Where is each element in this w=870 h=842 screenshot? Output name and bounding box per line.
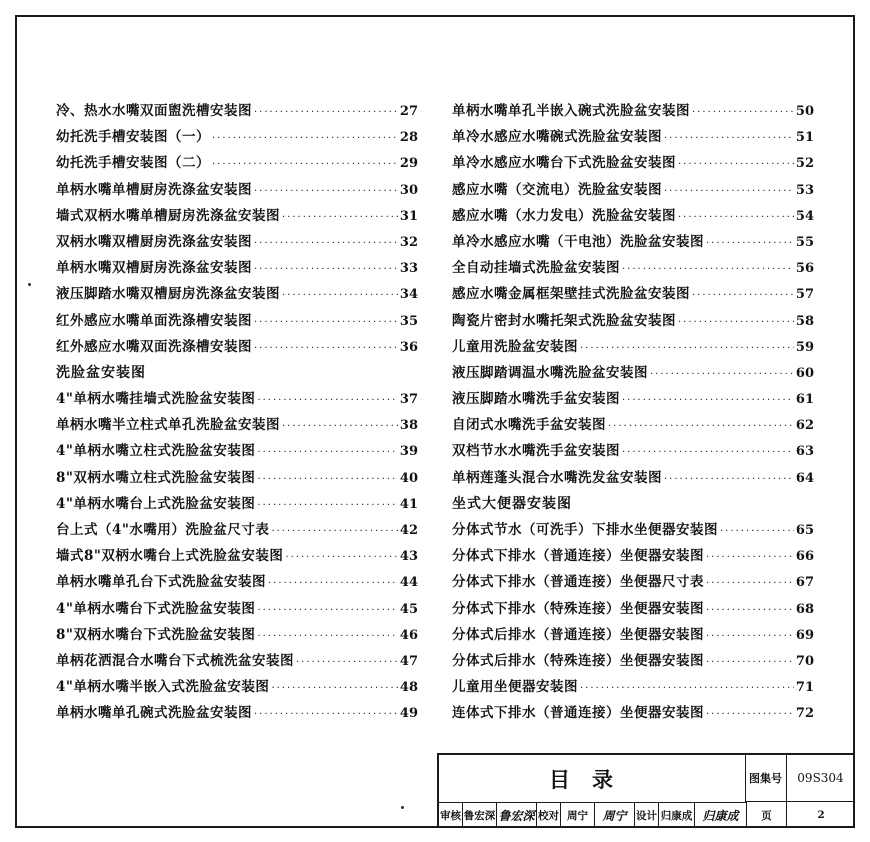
- toc-entry-title: 陶瓷片密封水嘴托架式洗脸盆安装图: [452, 312, 676, 329]
- toc-entry-page: 63: [795, 444, 814, 460]
- toc-leader-dots: [257, 598, 397, 624]
- toc-entry: [452, 700, 814, 726]
- toc-entry-title: 液压脚踏调温水嘴洗脸盆安装图: [452, 364, 648, 381]
- toc-entry-page: 42: [399, 523, 418, 538]
- toc-entry-page: 67: [795, 575, 814, 591]
- toc-entry-title: 冷、热水水嘴双面盥洗槽安装图: [56, 103, 252, 119]
- toc-entry: [452, 281, 814, 307]
- toc-entry-title: 单冷水感应水嘴（干电池）洗脸盆安装图: [452, 233, 704, 250]
- toc-entry: [452, 177, 814, 203]
- toc-entry: [56, 543, 418, 569]
- toc-entry-page: 32: [399, 234, 418, 250]
- toc-entry: [56, 281, 418, 307]
- check-signature: 周宁: [595, 802, 635, 828]
- toc-entry-page: 65: [795, 523, 814, 538]
- toc-entry-title: 红外感应水嘴单面洗涤槽安装图: [56, 312, 252, 329]
- toc-entry: [56, 177, 418, 203]
- toc-entry-page: 61: [795, 392, 814, 408]
- toc-entry: [56, 386, 418, 412]
- toc-leader-dots: [257, 493, 397, 519]
- review-name: 鲁宏深: [463, 802, 497, 828]
- toc-entry: [56, 569, 418, 595]
- toc-entry-title: 感应水嘴金属框架壁挂式洗脸盆安装图: [452, 286, 690, 303]
- toc-entry-page: 69: [795, 627, 814, 643]
- toc-entry: [56, 700, 418, 726]
- toc-entry-page: 53: [795, 182, 814, 198]
- toc-entry-page: 62: [795, 418, 814, 434]
- toc-entry-page: 31: [399, 208, 418, 224]
- toc-entry-page: 30: [399, 182, 418, 198]
- toc-entry-page: 56: [795, 261, 814, 277]
- toc-entry-title: 单柄水嘴单槽厨房洗涤盆安装图: [56, 181, 252, 198]
- toc-entry-title: 4"单柄水嘴半嵌入式洗脸盆安装图: [56, 679, 270, 696]
- toc-entry-title: 8"双柄水嘴立柱式洗脸盆安装图: [56, 469, 256, 486]
- toc-leader-dots: [257, 388, 397, 414]
- toc-entry: [56, 150, 418, 176]
- toc-leader-dots: [678, 152, 794, 178]
- toc-entry: [452, 203, 814, 229]
- toc-entry-title: 自闭式水嘴洗手盆安装图: [452, 417, 606, 434]
- toc-entry-page: 46: [399, 627, 418, 643]
- toc-entry-page: 59: [795, 339, 814, 355]
- toc-entry-title: 儿童用坐便器安装图: [452, 679, 578, 696]
- toc-entry-title: 分体式节水（可洗手）下排水坐便器安装图: [452, 522, 718, 538]
- toc-entry-page: 49: [399, 706, 418, 722]
- toc-entry: [452, 622, 814, 648]
- scan-speck: [401, 806, 404, 809]
- toc-leader-dots: [254, 702, 398, 728]
- toc-entry-title: 液压脚踏水嘴洗手盆安装图: [452, 391, 620, 408]
- toc-entry-page: 52: [795, 156, 814, 172]
- toc-entry-title: 4"单柄水嘴台下式洗脸盆安装图: [56, 600, 256, 617]
- toc-entry-page: 35: [399, 313, 418, 329]
- title-block-signature-row: [439, 802, 855, 828]
- toc-leader-dots: [692, 283, 794, 309]
- toc-entry-title: 液压脚踏水嘴双槽厨房洗涤盆安装图: [56, 286, 280, 303]
- review-label: 审核: [439, 802, 463, 828]
- toc-entry: [452, 596, 814, 622]
- toc-entry-page: 43: [399, 549, 418, 565]
- toc-entry-page: 50: [795, 104, 814, 119]
- toc-entry: [56, 203, 418, 229]
- page-number: 2: [817, 809, 825, 821]
- toc-leader-dots: [296, 650, 398, 676]
- toc-leader-dots: [257, 624, 397, 650]
- toc-entry: [452, 124, 814, 150]
- toc-leader-dots: [706, 624, 794, 650]
- toc-entry: [452, 674, 814, 700]
- toc-entry-page: 27: [399, 104, 418, 119]
- toc-entry-title: 单柄莲蓬头混合水嘴洗发盆安装图: [452, 469, 662, 486]
- toc-entry-page: 64: [795, 470, 814, 486]
- toc-leader-dots: [254, 336, 398, 362]
- toc-entry-page: 45: [399, 601, 418, 617]
- toc-leader-dots: [664, 179, 794, 205]
- toc-entry-title: 单柄水嘴双槽厨房洗涤盆安装图: [56, 260, 252, 277]
- design-signature: 归康成: [695, 802, 747, 828]
- toc-entry-page: 33: [399, 261, 418, 277]
- toc-leader-dots: [678, 310, 794, 336]
- toc-leader-dots: [254, 231, 398, 257]
- toc-entry-page: 68: [795, 601, 814, 617]
- toc-entry-title: 双柄水嘴双槽厨房洗涤盆安装图: [56, 233, 252, 250]
- toc-entry: [452, 334, 814, 360]
- toc-entry-page: 40: [399, 470, 418, 486]
- toc-entry: [56, 412, 418, 438]
- toc-entry: [56, 255, 418, 281]
- check-name: 周宁: [561, 802, 595, 828]
- toc-entry-page: 38: [399, 418, 418, 434]
- toc-entry-page: 71: [795, 680, 814, 696]
- toc-leader-dots: [271, 519, 397, 545]
- toc-entry-page: 57: [795, 287, 814, 303]
- toc-entry: [452, 98, 814, 124]
- toc-entry-page: 47: [399, 653, 418, 669]
- toc-entry: [452, 517, 814, 543]
- toc-left-column: [56, 98, 418, 727]
- toc-entry-page: 37: [399, 392, 418, 408]
- toc-leader-dots: [257, 440, 397, 466]
- toc-leader-dots: [212, 152, 398, 178]
- toc-entry: [452, 150, 814, 176]
- title-block: [437, 753, 855, 828]
- toc-leader-dots: [580, 676, 794, 702]
- toc-leader-dots: [650, 362, 794, 388]
- toc-entry: [452, 386, 814, 412]
- toc-entry-title: 单柄水嘴半立柱式单孔洗脸盆安装图: [56, 417, 280, 434]
- toc-entry: [452, 308, 814, 334]
- toc-entry: [56, 648, 418, 674]
- atlas-number-value: 09S304: [787, 755, 855, 802]
- toc-entry-page: 51: [795, 130, 814, 146]
- toc-entry-page: 66: [795, 549, 814, 565]
- toc-entry-title: 墙式8"双柄水嘴台上式洗脸盆安装图: [56, 548, 284, 565]
- toc-entry-title: 4"单柄水嘴台上式洗脸盆安装图: [56, 495, 256, 512]
- toc-entry-page: 55: [795, 234, 814, 250]
- toc-leader-dots: [720, 519, 794, 545]
- toc-entry: [452, 648, 814, 674]
- toc-leader-dots: [254, 100, 398, 126]
- toc-entry-title: 红外感应水嘴双面洗涤槽安装图: [56, 338, 252, 355]
- toc-leader-dots: [282, 414, 398, 440]
- toc-leader-dots: [254, 257, 398, 283]
- toc-entry-title: 感应水嘴（水力发电）洗脸盆安装图: [452, 207, 676, 224]
- toc-entry: [56, 438, 418, 464]
- toc-leader-dots: [268, 571, 398, 597]
- toc-entry-page: 54: [795, 208, 814, 224]
- toc-leader-dots: [706, 571, 794, 597]
- toc-right-column: [452, 98, 814, 727]
- toc-entry-page: 48: [399, 680, 418, 696]
- toc-leader-dots: [622, 440, 794, 466]
- check-label: 校对: [537, 802, 561, 828]
- toc-entry-title: 全自动挂墙式洗脸盆安装图: [452, 260, 620, 277]
- toc-entry-page: 58: [795, 313, 814, 329]
- toc-entry: [452, 569, 814, 595]
- toc-leader-dots: [580, 336, 794, 362]
- toc-entry: [452, 360, 814, 386]
- toc-entry: [56, 334, 418, 360]
- toc-entry-title: 连体式下排水（普通连接）坐便器安装图: [452, 705, 704, 722]
- toc-entry-title: 感应水嘴（交流电）洗脸盆安装图: [452, 181, 662, 198]
- design-name: 归康成: [659, 802, 695, 828]
- toc-leader-dots: [285, 545, 397, 571]
- toc-entry: [56, 465, 418, 491]
- toc-entry: [56, 98, 418, 124]
- toc-entry-title: 4"单柄水嘴立柱式洗脸盆安装图: [56, 443, 256, 460]
- toc-leader-dots: [706, 598, 794, 624]
- toc-entry-title: 儿童用洗脸盆安装图: [452, 338, 578, 355]
- toc-entry-title: 单柄水嘴单孔台下式洗脸盆安装图: [56, 574, 266, 591]
- toc-entry: [56, 517, 418, 543]
- toc-leader-dots: [622, 388, 794, 414]
- toc-entry: [452, 412, 814, 438]
- toc-leader-dots: [706, 702, 794, 728]
- toc-entry-title: 幼托洗手槽安装图（一）: [56, 129, 210, 146]
- toc-entry-title: 墙式双柄水嘴单槽厨房洗涤盆安装图: [56, 207, 280, 224]
- toc-leader-dots: [608, 414, 794, 440]
- page-label: 页: [747, 802, 787, 828]
- toc-leader-dots: [706, 231, 794, 257]
- toc-entry-page: 72: [795, 706, 814, 722]
- toc-entry: [56, 229, 418, 255]
- title-block-title: 目录: [439, 755, 746, 803]
- toc-leader-dots: [212, 126, 398, 152]
- review-signature: 鲁宏深: [497, 802, 537, 828]
- toc-entry: [452, 255, 814, 281]
- toc-entry: [56, 674, 418, 700]
- toc-leader-dots: [282, 205, 398, 231]
- toc-leader-dots: [664, 467, 794, 493]
- design-label: 设计: [635, 802, 659, 828]
- toc-entry: [56, 596, 418, 622]
- toc-entry: [56, 308, 418, 334]
- toc-entry-page: 44: [399, 575, 418, 591]
- toc-leader-dots: [622, 257, 794, 283]
- toc-entry-page: 36: [399, 339, 418, 355]
- toc-entry-title: 幼托洗手槽安装图（二）: [56, 155, 210, 172]
- toc-leader-dots: [254, 179, 398, 205]
- toc-entry-page: 28: [399, 130, 418, 146]
- toc-entry-title: 8"双柄水嘴台下式洗脸盆安装图: [56, 626, 256, 643]
- toc-entry-title: 单柄水嘴单孔碗式洗脸盆安装图: [56, 705, 252, 722]
- toc-entry-page: 39: [399, 444, 418, 460]
- section-heading-toilet: 坐式大便器安装图: [452, 495, 572, 512]
- toc-leader-dots: [692, 100, 794, 126]
- toc-entry-title: 分体式后排水（特殊连接）坐便器安装图: [452, 652, 704, 669]
- toc-entry-title: 4"单柄水嘴挂墙式洗脸盆安装图: [56, 391, 256, 408]
- toc-leader-dots: [254, 310, 398, 336]
- toc-entry-title: 单冷水感应水嘴台下式洗脸盆安装图: [452, 155, 676, 172]
- toc-entry: [56, 491, 418, 517]
- toc-entry-title: 分体式下排水（普通连接）坐便器尺寸表: [452, 574, 704, 591]
- toc-entry-title: 双档节水水嘴洗手盆安装图: [452, 443, 620, 460]
- toc-entry-page: 29: [399, 156, 418, 172]
- toc-leader-dots: [257, 467, 397, 493]
- toc-leader-dots: [678, 205, 794, 231]
- toc-entry-title: 台上式（4"水嘴用）洗脸盆尺寸表: [56, 522, 270, 538]
- toc-leader-dots: [706, 650, 794, 676]
- toc-entry-page: 34: [399, 287, 418, 303]
- toc-entry-page: 60: [795, 365, 814, 381]
- toc-leader-dots: [271, 676, 397, 702]
- toc-entry: [452, 229, 814, 255]
- toc-entry-title: 单柄花洒混合水嘴台下式梳洗盆安装图: [56, 652, 294, 669]
- toc-entry-page: 41: [399, 496, 418, 512]
- toc-entry-title: 单冷水感应水嘴碗式洗脸盆安装图: [452, 129, 662, 146]
- toc-entry-title: 分体式下排水（特殊连接）坐便器安装图: [452, 600, 704, 617]
- toc-entry-page: 70: [795, 653, 814, 669]
- toc-leader-dots: [706, 545, 794, 571]
- toc-entry-title: 分体式下排水（普通连接）坐便器安装图: [452, 548, 704, 565]
- toc-entry-title: 单柄水嘴单孔半嵌入碗式洗脸盆安装图: [452, 103, 690, 119]
- toc-leader-dots: [282, 283, 398, 309]
- toc-entry: [56, 124, 418, 150]
- atlas-number-label: 图集号: [745, 755, 787, 802]
- toc-entry: [452, 465, 814, 491]
- toc-entry: [452, 543, 814, 569]
- toc-leader-dots: [664, 126, 794, 152]
- toc-entry: [56, 622, 418, 648]
- section-heading-washbasin: 洗脸盆安装图: [56, 364, 146, 381]
- toc-entry-title: 分体式后排水（普通连接）坐便器安装图: [452, 626, 704, 643]
- scan-speck: [28, 283, 31, 286]
- toc-entry: [452, 438, 814, 464]
